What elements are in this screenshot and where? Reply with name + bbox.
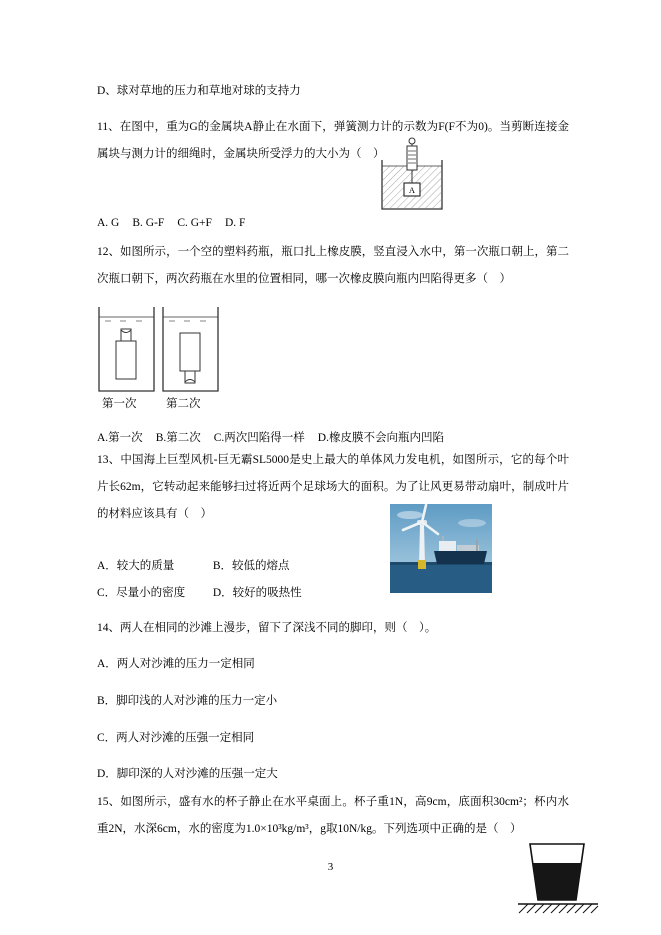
prev-question-option-d: D、球对草地的压力和草地对球的支持力: [97, 85, 301, 97]
q12-option-a: A.第一次: [97, 432, 143, 444]
beaker-first: [99, 307, 154, 391]
q13-option-d: D．较好的吸热性: [212, 587, 302, 599]
question-14-text: 14、两人在相同的沙滩上漫步，留下了深浅不同的脚印，则（ ）。: [97, 622, 437, 634]
bottle-mouth-down: [180, 333, 200, 383]
page-number: 3: [327, 861, 334, 873]
beaker-second: [163, 307, 218, 391]
q14-option-b: B．脚印浅的人对沙滩的压力一定小: [97, 695, 278, 707]
q13-photo-offshore-wind-turbine: [390, 504, 492, 593]
q12-option-b: B.第二次: [155, 432, 201, 444]
q13-option-c: C．尽量小的密度: [97, 587, 186, 599]
q14-option-c: C．两人对沙滩的压强一定相同: [97, 732, 255, 744]
bottle-mouth-up: [116, 329, 136, 379]
q14-option-a: A．两人对沙滩的压力一定相同: [97, 658, 255, 670]
cloud: [397, 511, 423, 519]
cloud: [458, 519, 486, 527]
question-13-options-row2: [97, 585, 302, 601]
spring-scale: [407, 138, 417, 170]
q11-option-c: C. G+F: [177, 217, 212, 229]
question-13-text: 13、中国海上巨型风机-巨无霸SL5000是史上最大的单体风力发电机，如图所示，它的每个叶片长62m，它转动起来能够扫过将近两个足球场大的面积。为了让风更易带动扇叶，制成叶片的材料应该具有（ ）: [97, 454, 569, 520]
metal-block-label: A: [408, 185, 416, 195]
q11-figure-beaker-spring-scale: [370, 136, 454, 214]
q13-option-b: B．较低的熔点: [212, 560, 290, 572]
q12-option-c: C.两次凹陷得一样: [213, 432, 305, 444]
q11-option-d: D. F: [224, 217, 246, 229]
q15-figure-cup-of-water: [517, 841, 599, 916]
question-11-text: 11、在图中，重为G的金属块A静止在水面下，弹簧测力计的示数为F(F不为0)。当剪断连接金属块与测力计的细绳时，金属块所受浮力的大小为（ ）: [97, 121, 569, 160]
question-15-text: 15、如图所示，盛有水的杯子静止在水平桌面上。杯子重1N，高9cm，底面积30cm²；杯内水重2N，水深6cm，水的密度为1.0×10³kg/m³，g取10N/kg。下列选项中正确的是（ ）: [97, 796, 569, 835]
q13-option-a: A．较大的质量: [97, 560, 175, 572]
yellow-base: [418, 560, 426, 569]
q11-option-a: A. G: [97, 217, 120, 229]
sea: [390, 562, 492, 593]
q12-figure-label-first: 第一次: [102, 398, 137, 410]
q12-option-d: D.橡皮膜不会向瓶内凹陷: [317, 432, 444, 444]
q12-figure-two-beakers: [96, 303, 221, 395]
question-12-text: 12、如图所示，一个空的塑料药瓶，瓶口扎上橡皮膜，竖直浸入水中，第一次瓶口朝上，第二次瓶口朝下，两次药瓶在水里的位置相同，哪一次橡皮膜向瓶内凹陷得更多（ ）: [97, 246, 569, 285]
metal-block: [404, 183, 420, 196]
question-13-options-row1: [97, 558, 290, 574]
ground-hatching: [518, 904, 598, 913]
q11-option-b: B. G-F: [132, 217, 165, 229]
question-12-options: [97, 430, 444, 446]
question-11-options: [97, 215, 245, 231]
q12-figure-label-second: 第二次: [166, 398, 201, 410]
q14-option-d: D．脚印深的人对沙滩的压强一定大: [97, 768, 278, 780]
